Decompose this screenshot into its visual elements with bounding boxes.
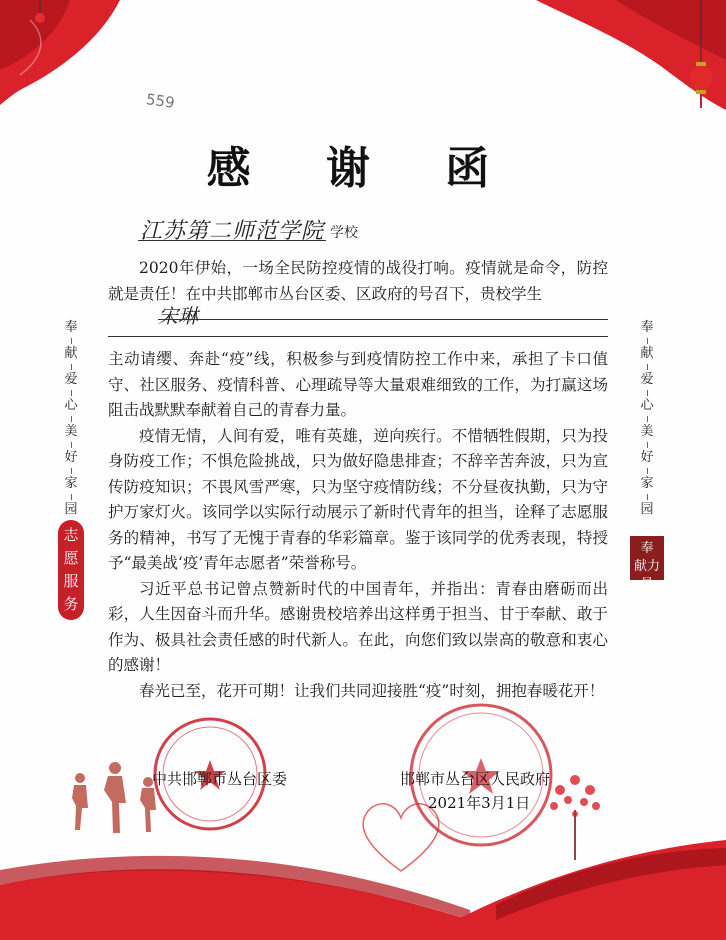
side-right-char: 献 (640, 346, 654, 361)
side-right-char: 美 (640, 424, 654, 439)
student-name: 宋琳 (158, 304, 198, 328)
side-text-left (58, 318, 84, 520)
signature-date: 2021年3月1日 (428, 794, 531, 812)
side-right-char: 园 (640, 502, 654, 517)
volunteer-service-badge (58, 520, 84, 620)
badge-char: 愿 (63, 549, 79, 567)
badge-char: 服 (63, 572, 79, 590)
side-right-char: 奉 (640, 320, 654, 335)
side-left-char: 家 (64, 476, 78, 491)
side-left-char: 美 (64, 424, 78, 439)
bottom-wave-decoration (0, 830, 470, 940)
badge-char: 奉 (640, 541, 654, 556)
recipient-suffix: 学校 (330, 225, 358, 241)
side-left-char: 爱 (64, 372, 78, 387)
signer-party-committee: 中共邯郸市丛台区委 (152, 770, 288, 788)
recipient-school-name: 江苏第二师范学院 (140, 219, 325, 244)
side-left-char: 献 (64, 346, 78, 361)
page-title: 感 谢 函 (206, 143, 520, 194)
curtain-right-decoration (496, 0, 726, 130)
badge-char: 志 (63, 526, 79, 544)
page-number-note: 559 (144, 90, 176, 112)
paragraph-3-text: 疫情无情，人间有爱，唯有英雄，逆向疾行。不惜牺牲假期，只为投身防疫工作；不惧危险挑战，只为做好隐患排查；不辞辛苦奔波，只为宣传防疫知识；不畏风雪严寒，只为坚守疫情防线；不分昼夜执勤，只为守护万家灯火。该同学以实际行动展示了新时代青年的担当，诠释了志愿服务的精神，书写了无愧于青春的华彩篇章。鉴于该同学的优秀表现，特授予“最美战‘疫’青年志愿者”荣誉称号。 (108, 426, 608, 572)
student-underline (158, 319, 608, 320)
recipient-underline (138, 240, 326, 241)
side-text-right (636, 318, 658, 520)
paragraph-2-text: 主动请缨、奔赴“疫”线，积极参与到疫情防控工作中来，承担了卡口值守、社区服务、疫情科普、心理疏导等大量艰难细致的工作，为打赢这场阻击战默默奉献着自己的青春力量。 (108, 350, 608, 419)
blank-underline (108, 336, 608, 337)
side-right-char: 心 (640, 398, 654, 413)
paragraph-4-text: 习近平总书记曾点赞新时代的中国青年，并指出：青春由磨砺而出彩，人生因奋斗而升华。感谢贵校培养出这样勇于担当、甘于奉献、敢于作为、极具社会责任感的时代新人。在此，向您们致以崇高的敬意和衷心的感谢！ (108, 579, 608, 674)
curtain-left-decoration (0, 0, 130, 130)
paragraph-2 (108, 347, 608, 704)
student-name-line (108, 306, 608, 334)
badge-char: 献力量 (633, 559, 660, 592)
side-right-char: 家 (640, 476, 654, 491)
side-left-char: 好 (64, 450, 78, 465)
recipient-line (138, 214, 438, 242)
side-left-char: 心 (64, 398, 78, 413)
side-right-char: 爱 (640, 372, 654, 387)
paragraph-5-text: 春光已至，花开可期！让我们共同迎接胜“疫”时刻，拥抱春暖花开！ (139, 681, 605, 700)
bottom-right-wave-decoration (456, 810, 726, 940)
side-left-char: 园 (64, 502, 78, 517)
side-right-char: 好 (640, 450, 654, 465)
dedication-badge (630, 536, 664, 592)
badge-char: 务 (63, 595, 79, 613)
side-left-char: 奉 (64, 320, 78, 335)
paragraph-1-text: 2020年伊始，一场全民防控疫情的战役打响。疫情就是命令，防控就是责任！在中共邯郸市丛台区委、区政府的号召下，贵校学生 (108, 259, 608, 303)
signer-government: 邯郸市丛台区人民政府 (400, 770, 551, 788)
